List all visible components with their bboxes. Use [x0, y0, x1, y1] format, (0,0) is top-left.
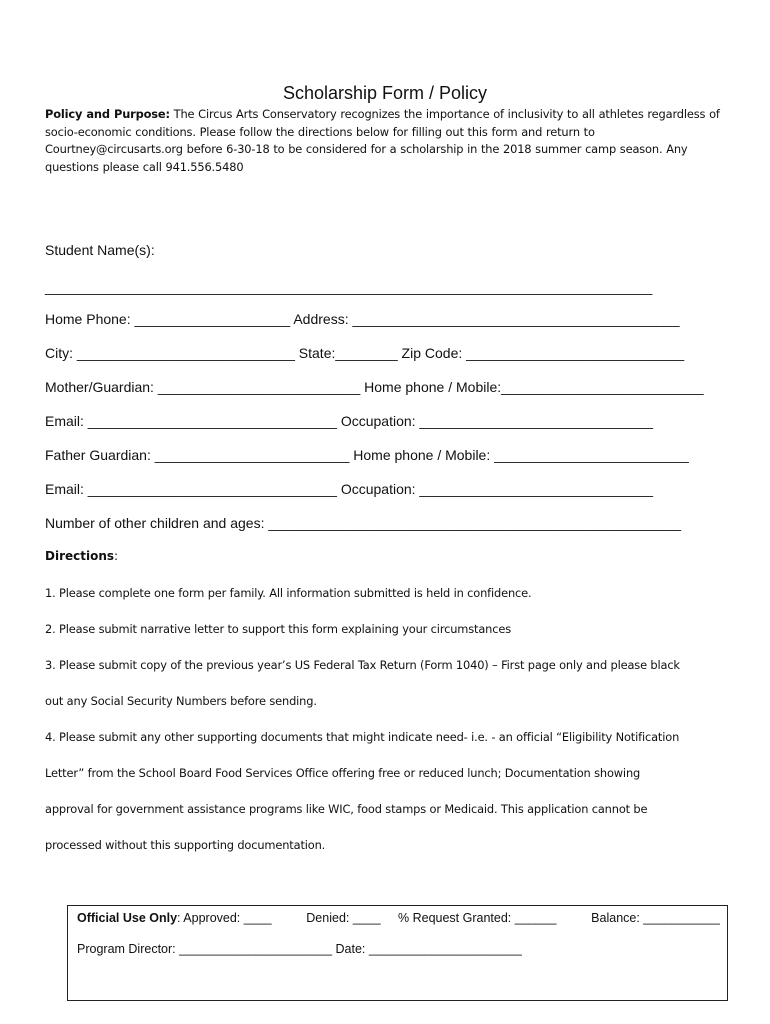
directions-heading: [45, 548, 118, 564]
mother-guardian-line[interactable]: Mother/Guardian: __________________________ Home phone / Mobile:__________________________: [45, 379, 704, 395]
policy-paragraph: [45, 106, 735, 176]
direction-line: processed without this supporting documentation.: [45, 838, 326, 852]
official-use-label: Official Use Only: [77, 911, 178, 925]
direction-line: 3. Please submit copy of the previous year’s US Federal Tax Return (Form 1040) – First page only and please black: [45, 658, 680, 672]
home-phone-address-line[interactable]: Home Phone: ____________________ Address: __________________________________________: [45, 311, 680, 327]
father-email-occupation-line[interactable]: Email: ________________________________ Occupation: ______________________________: [45, 481, 654, 497]
directions-label: Directions: [45, 549, 115, 563]
direction-line: 2. Please submit narrative letter to support this form explaining your circumstances: [45, 622, 511, 636]
city-state-zip-line[interactable]: City: ____________________________ State:________ Zip Code: ____________________________: [45, 345, 685, 361]
mother-email-occupation-line[interactable]: Email: ________________________________ Occupation: ______________________________: [45, 413, 654, 429]
direction-line: 1. Please complete one form per family. All information submitted is held in confidence.: [45, 586, 532, 600]
page-title: Scholarship Form / Policy: [282, 83, 488, 103]
direction-line: out any Social Security Numbers before sending.: [45, 694, 317, 708]
program-director-row[interactable]: Program Director: ______________________ Date: ______________________: [77, 942, 522, 956]
direction-line: approval for government assistance programs like WIC, food stamps or Medicaid. This application cannot be: [45, 802, 648, 816]
direction-line: 4. Please submit any other supporting documents that might indicate need- i.e. - an official “Eligibility Notification: [45, 730, 680, 744]
official-use-fields: : Approved: ____ Denied: ____ % Request Granted: ______ Balance: ___________: [177, 911, 720, 925]
student-names-line[interactable]: ______________________________________________________________________________: [45, 279, 653, 295]
policy-text: The Circus Arts Conservatory recognizes the importance of inclusivity to all athletes regardless of socio-economic conditions. Please follow the directions below for filling out this form and return to Courtney@circusarts.org before 6-30-18 to be considered for a scholarship in the 2018 summer camp season. Any questions please call 941.556.5480: [45, 107, 720, 174]
other-children-line[interactable]: Number of other children and ages: _____________________________________________________: [45, 515, 682, 531]
student-names-label: Student Name(s):: [45, 242, 155, 258]
father-guardian-line[interactable]: Father Guardian: _________________________ Home phone / Mobile: _________________________: [45, 447, 689, 463]
policy-label: Policy and Purpose:: [45, 107, 170, 121]
official-use-row[interactable]: [77, 910, 720, 926]
directions-colon: :: [114, 549, 119, 563]
direction-line: Letter” from the School Board Food Services Office offering free or reduced lunch; Documentation showing: [45, 766, 641, 780]
